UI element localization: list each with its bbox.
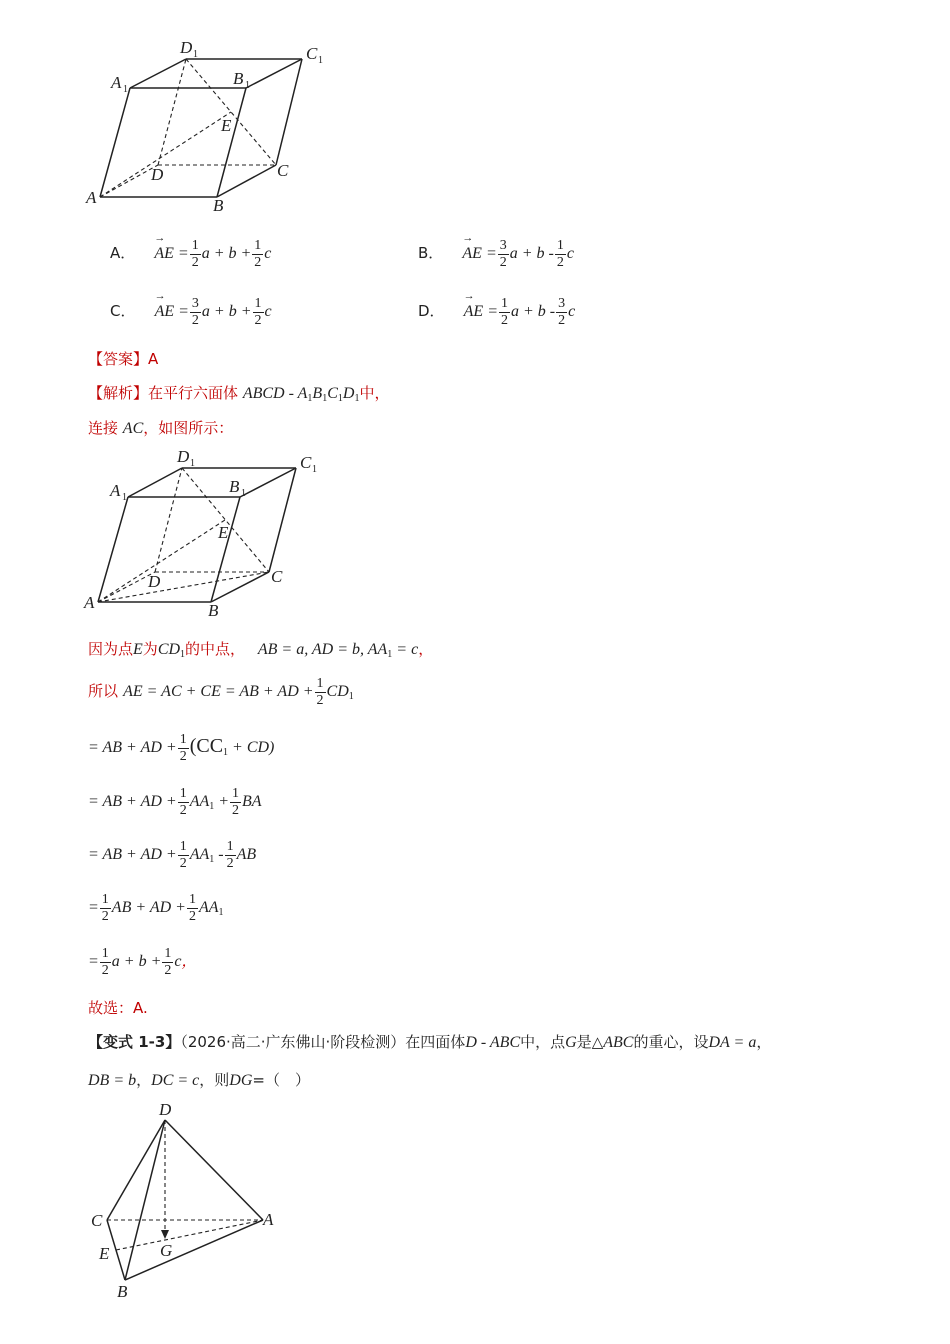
label-E: E bbox=[218, 523, 229, 542]
step5-expr: a + b + bbox=[111, 953, 162, 971]
frac-den: 2 bbox=[188, 909, 196, 924]
label-E: E bbox=[99, 1244, 110, 1263]
analysis-text-2: 连接 bbox=[88, 419, 119, 437]
tetrahedron-name: D - ABC bbox=[465, 1034, 521, 1051]
edge-BC bbox=[217, 165, 276, 197]
sub-1: 1 bbox=[209, 854, 215, 866]
frac-den: 2 bbox=[179, 749, 187, 764]
edge-CC1 bbox=[276, 59, 302, 165]
definitions-tail: = c bbox=[392, 641, 419, 658]
edge-CC1 bbox=[269, 468, 296, 572]
vertex-D1: D bbox=[342, 385, 355, 402]
frac-num: 1 bbox=[164, 946, 172, 961]
analysis-label: 【解析】 bbox=[88, 384, 149, 402]
label-B: B bbox=[208, 601, 219, 620]
label-A1-sub: 1 bbox=[122, 492, 127, 503]
frac-den: 2 bbox=[101, 909, 109, 924]
label-D1: D bbox=[180, 38, 193, 57]
step3-expr: = AB + AD + bbox=[88, 846, 177, 864]
analysis-line-2 bbox=[88, 417, 233, 438]
answer-line bbox=[88, 348, 158, 369]
analysis-end-2: ，如图所示： bbox=[143, 419, 234, 437]
analysis-line-1: 【解析】在平行六面体 ABCD - A1B1C1D1中， bbox=[88, 384, 390, 404]
edge-B1C1 bbox=[240, 468, 296, 497]
frac-den: 2 bbox=[101, 963, 109, 978]
step2-expr: = AB + AD + bbox=[88, 793, 177, 811]
label-C1-sub: 1 bbox=[312, 464, 317, 475]
vertex-B1: B bbox=[312, 385, 323, 402]
step1-expr: = AB + AD + bbox=[88, 739, 177, 757]
conclusion: 故选：A. bbox=[88, 999, 148, 1017]
because-line bbox=[88, 638, 433, 660]
because-text: 因为点 bbox=[88, 640, 134, 658]
answer-label: 【答案】 bbox=[88, 350, 149, 368]
segment-D1C bbox=[186, 59, 276, 165]
label-C1: C bbox=[306, 44, 318, 63]
edge-DA bbox=[165, 1120, 263, 1220]
label-E: E bbox=[221, 116, 232, 135]
frac-num: 1 bbox=[316, 676, 324, 691]
edge-AA1 bbox=[98, 497, 128, 602]
frac-den: 2 bbox=[179, 803, 187, 818]
frac-den: 2 bbox=[191, 313, 199, 328]
label-C: C bbox=[91, 1211, 103, 1230]
option-d-letter: D． bbox=[418, 302, 445, 321]
step0-tail: CD bbox=[326, 683, 349, 701]
vector-DG: DG bbox=[229, 1072, 253, 1089]
sub-1: 1 bbox=[348, 691, 354, 703]
eq-DA: DA = a bbox=[708, 1034, 757, 1051]
label-B: B bbox=[117, 1282, 128, 1301]
frac-num: 1 bbox=[556, 238, 564, 253]
frac-num: 1 bbox=[101, 946, 109, 961]
option-d[interactable]: D． → AE = $\frac{1}{2}$ a + b - $\frac{3}{2}$ c bbox=[418, 296, 575, 329]
vector-AE: → AE bbox=[155, 303, 175, 321]
variant-mid1: 中，点 bbox=[520, 1033, 566, 1051]
frac-num: 1 bbox=[188, 892, 196, 907]
step3-mid: AA bbox=[189, 846, 210, 864]
label-G: G bbox=[160, 1241, 173, 1260]
derivation-step-0 bbox=[88, 676, 354, 709]
frac-den: 2 bbox=[226, 856, 234, 871]
eq-DC: DC = c bbox=[151, 1072, 200, 1089]
variant-ask-end: =（ ） bbox=[252, 1071, 310, 1089]
parallelepiped-figure-2 bbox=[78, 444, 338, 624]
label-A1-sub: 1 bbox=[123, 84, 128, 95]
analysis-text-1: 在平行六面体 bbox=[148, 384, 239, 402]
frac-den: 2 bbox=[254, 255, 262, 270]
frac-num: 3 bbox=[191, 296, 199, 311]
step4-expr: AB + AD + bbox=[111, 899, 186, 917]
frac-num: 1 bbox=[254, 238, 262, 253]
variant-line-2 bbox=[88, 1069, 310, 1090]
vertex-C1: C bbox=[327, 385, 338, 402]
frac-num: 1 bbox=[179, 786, 187, 801]
because-mid2: 的中点， bbox=[185, 640, 246, 658]
option-c-letter: C． bbox=[110, 302, 136, 321]
label-B1-sub: 1 bbox=[245, 80, 250, 91]
option-c-tail: c bbox=[264, 303, 272, 321]
label-B: B bbox=[213, 196, 224, 215]
because-mid: 为 bbox=[142, 640, 158, 658]
option-a-mid: a + b + bbox=[201, 245, 252, 263]
so-text: 所以 bbox=[88, 682, 119, 701]
derivation-step-3 bbox=[88, 839, 256, 872]
frac-num: 3 bbox=[499, 238, 507, 253]
step1-tail2: + CD) bbox=[228, 739, 275, 757]
label-D1-sub: 1 bbox=[190, 458, 195, 469]
step1-tail: (CC bbox=[189, 735, 224, 758]
edge-AD bbox=[100, 165, 158, 197]
comma: ， bbox=[418, 640, 434, 658]
edge-B1C1 bbox=[246, 59, 302, 88]
point-G: G bbox=[565, 1034, 577, 1051]
label-C: C bbox=[271, 567, 283, 586]
vector-AE: → AE bbox=[154, 245, 174, 263]
frac-den: 2 bbox=[499, 255, 507, 270]
vector-AE: → AE bbox=[462, 245, 482, 263]
frac-den: 2 bbox=[558, 313, 566, 328]
label-D: D bbox=[151, 165, 164, 184]
frac-num: 1 bbox=[226, 839, 234, 854]
option-b-letter: B． bbox=[418, 244, 444, 263]
edge-DB bbox=[125, 1120, 165, 1280]
equals: = bbox=[88, 899, 99, 917]
point-E: E bbox=[133, 641, 143, 658]
label-A: A bbox=[263, 1210, 274, 1229]
variant-mid3: 的重心，设 bbox=[633, 1033, 709, 1051]
sub-1: 1 bbox=[218, 907, 224, 919]
option-b-tail: c bbox=[566, 245, 574, 263]
triangle-name: ABC bbox=[603, 1034, 634, 1051]
step0-expr: AE = AC + CE = AB + AD + bbox=[123, 683, 314, 701]
comma: ， bbox=[136, 1071, 152, 1089]
option-b[interactable]: B． → AE = $\frac{3}{2}$ a + b - $\frac{1}{2}$ c bbox=[418, 238, 574, 271]
step4-tail: AA bbox=[198, 899, 219, 917]
edge-DD1 bbox=[158, 59, 186, 165]
edge-BC bbox=[211, 572, 269, 602]
label-B1: B bbox=[229, 477, 240, 496]
label-C1-sub: 1 bbox=[318, 55, 323, 66]
step5-tail: c bbox=[174, 953, 182, 971]
edge-A1D1 bbox=[130, 59, 186, 88]
frac-den: 2 bbox=[179, 856, 187, 871]
label-D: D bbox=[159, 1100, 172, 1119]
sub-1: 1 bbox=[223, 747, 229, 759]
segment-AC bbox=[98, 572, 269, 602]
label-D1-sub: 1 bbox=[193, 49, 198, 60]
eq-DB: DB = b bbox=[88, 1072, 137, 1089]
step2-tail: BA bbox=[242, 793, 262, 811]
edge-A1D1 bbox=[128, 468, 182, 497]
step3-mid2: - bbox=[214, 846, 224, 864]
label-D: D bbox=[148, 572, 161, 591]
label-A: A bbox=[86, 188, 97, 207]
analysis-end-1: 中， bbox=[359, 384, 390, 402]
definitions: AB = a, AD = b, AA bbox=[257, 641, 388, 658]
step3-tail: AB bbox=[236, 846, 257, 864]
sub-1: 1 bbox=[387, 649, 393, 660]
derivation-step-5 bbox=[88, 946, 197, 979]
edge-DC bbox=[107, 1120, 165, 1220]
frac-den: 2 bbox=[316, 693, 324, 708]
label-A1: A bbox=[111, 73, 122, 92]
frac-num: 1 bbox=[179, 732, 187, 747]
segment-AC-text: AC bbox=[122, 420, 144, 437]
frac-num: 1 bbox=[101, 892, 109, 907]
label-D1: D bbox=[177, 447, 190, 466]
frac-den: 2 bbox=[501, 313, 508, 328]
derivation-step-2 bbox=[88, 786, 262, 819]
answer-value: A bbox=[148, 350, 159, 368]
sub-1: 1 bbox=[180, 649, 186, 660]
comma: ， bbox=[181, 952, 197, 971]
frac-den: 2 bbox=[232, 803, 240, 818]
label-B1-sub: 1 bbox=[241, 488, 246, 499]
frac-num: 1 bbox=[501, 296, 508, 311]
frac-den: 2 bbox=[254, 313, 262, 328]
option-a-tail: c bbox=[264, 245, 272, 263]
option-d-mid: a + b - bbox=[511, 303, 556, 321]
comma: ， bbox=[756, 1033, 772, 1051]
option-b-mid: a + b - bbox=[509, 245, 554, 263]
sub-1: 1 bbox=[209, 801, 215, 813]
segment-D1C bbox=[182, 468, 269, 572]
arrow-head-icon bbox=[161, 1230, 169, 1239]
step2-mid2: + bbox=[214, 793, 230, 811]
solid-name: ABCD - bbox=[242, 385, 294, 402]
variant-source: （2026·高二·广东佛山·阶段检测）在四面体 bbox=[180, 1033, 466, 1051]
edge-BB1 bbox=[211, 497, 240, 602]
parallelepiped-figure-1 bbox=[80, 35, 340, 220]
segment-CD1: CD bbox=[157, 641, 181, 658]
label-B1: B bbox=[233, 69, 244, 88]
edge-BA bbox=[125, 1220, 263, 1280]
derivation-step-4 bbox=[88, 892, 224, 925]
label-C1: C bbox=[300, 453, 312, 472]
frac-num: 3 bbox=[558, 296, 566, 311]
option-d-tail: c bbox=[568, 303, 576, 321]
frac-num: 1 bbox=[179, 839, 187, 854]
derivation-step-1 bbox=[88, 732, 274, 765]
frac-num: 1 bbox=[254, 296, 262, 311]
frac-den: 2 bbox=[191, 255, 199, 270]
variant-then: ，则 bbox=[199, 1071, 230, 1089]
step2-mid: AA bbox=[189, 793, 210, 811]
equals: = bbox=[88, 953, 99, 971]
edge-BB1 bbox=[217, 88, 246, 197]
option-a[interactable]: A． → AE = $\frac{1}{2}$ a + b + $\frac{1}{2}$ c bbox=[110, 238, 271, 271]
label-A1: A bbox=[110, 481, 121, 500]
variant-label: 【变式 1-3】 bbox=[88, 1033, 181, 1051]
label-C: C bbox=[277, 161, 289, 180]
label-A: A bbox=[84, 593, 95, 612]
edge-DD1 bbox=[155, 468, 182, 572]
frac-den: 2 bbox=[164, 963, 172, 978]
frac-num: 1 bbox=[232, 786, 240, 801]
frac-num: 1 bbox=[191, 238, 199, 253]
median-AE bbox=[116, 1220, 263, 1250]
vector-AE: → AE bbox=[464, 303, 484, 321]
option-c-mid: a + b + bbox=[201, 303, 252, 321]
option-a-letter: A． bbox=[110, 244, 136, 263]
segment-AE bbox=[98, 520, 225, 602]
variant-mid2: 是△ bbox=[576, 1033, 604, 1051]
frac-den: 2 bbox=[556, 255, 564, 270]
vertex-A1: A bbox=[297, 385, 308, 402]
tetrahedron-figure bbox=[85, 1098, 295, 1303]
variant-line-1 bbox=[88, 1031, 771, 1052]
option-c[interactable]: C． → AE = $\frac{3}{2}$ a + b + $\frac{1}{2}$ c bbox=[110, 296, 272, 329]
